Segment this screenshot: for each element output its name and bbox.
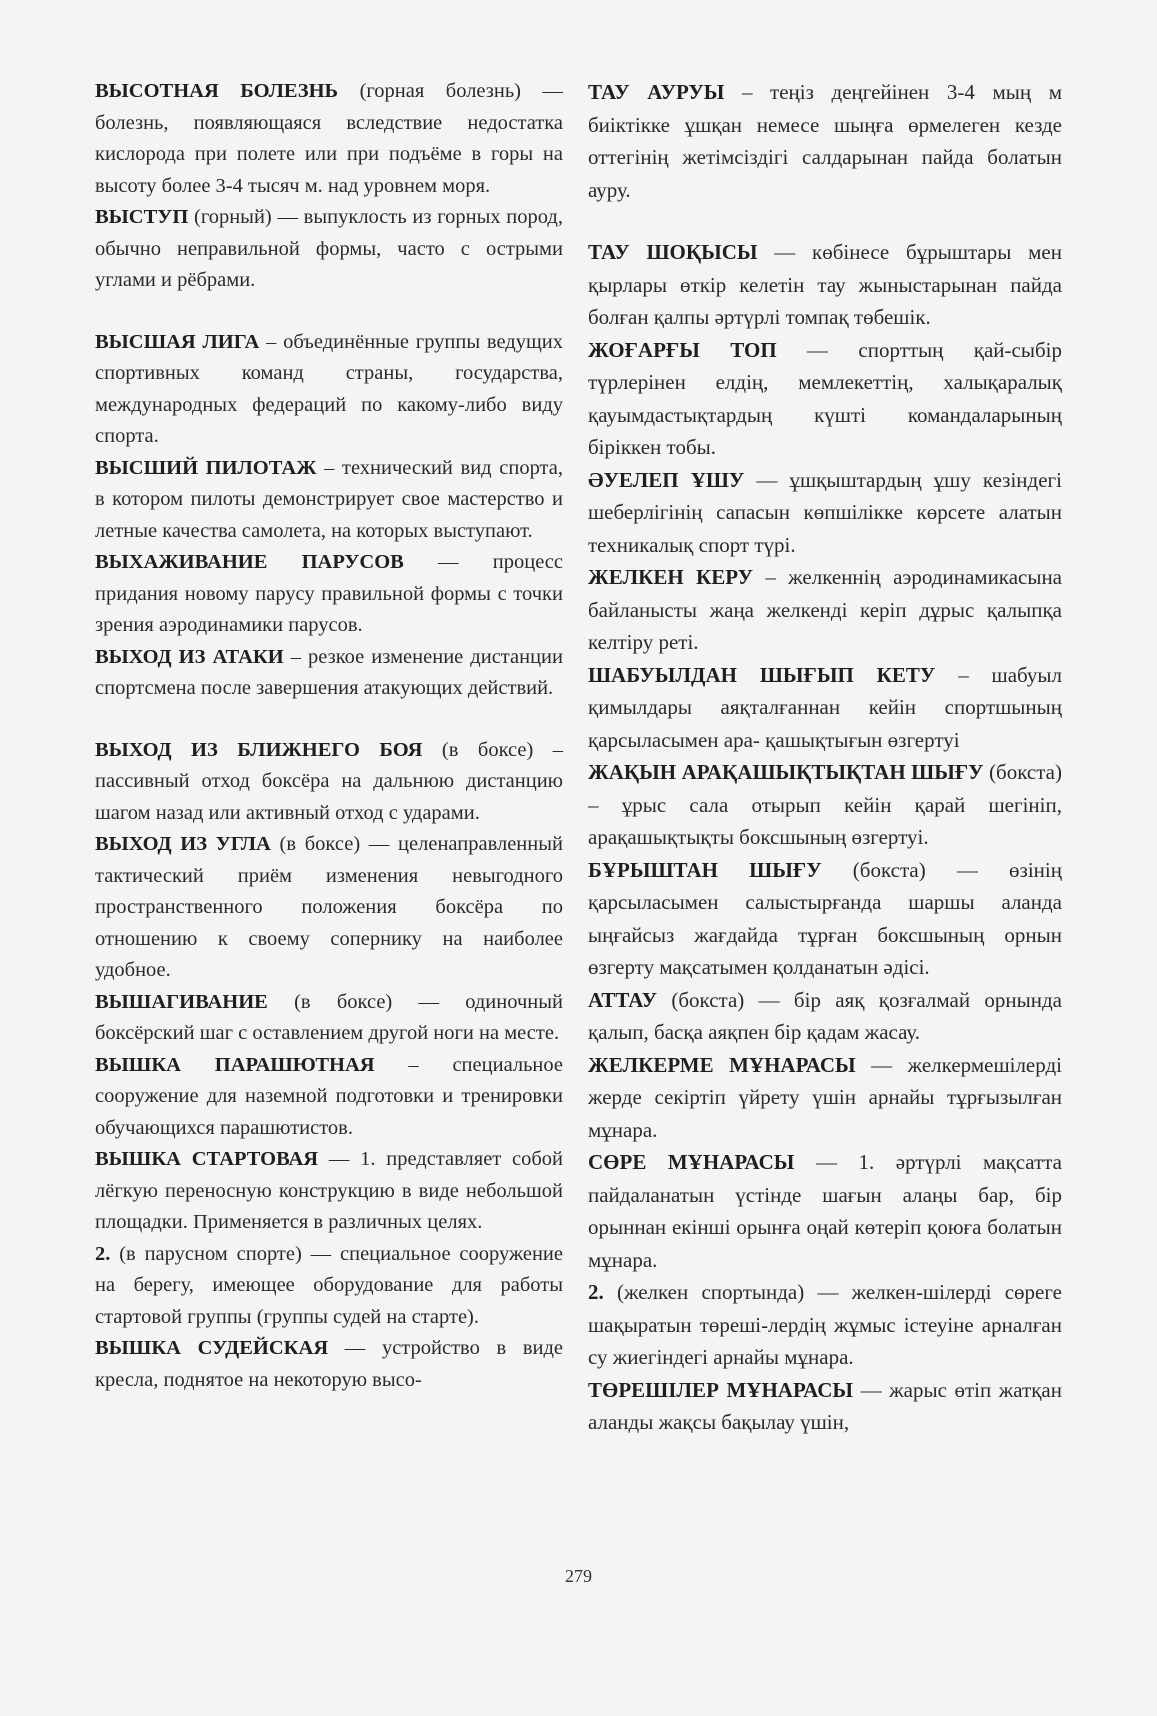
entry-shabuyldan-shygyp-ketu	[588, 659, 1062, 757]
entry-sore-munarasy-2	[588, 1276, 1062, 1374]
entry-term: ВЫШКА СУДЕЙСКАЯ	[95, 1337, 329, 1359]
entry-definition: (горная болезнь) — болезнь, появляющаяся вследствие недостатка кислорода при полете или при подъёме в горы на высоту более 3-4 тысяч м. над уровнем моря.	[95, 80, 563, 197]
entry-term: ЖЕЛКЕН КЕРУ	[588, 565, 753, 589]
entry-definition: — 1. әртүрлі мақсатта пайдаланатын үстінде шағын алаңы бар, бір орыннан екінші орынға оңай көтеріп қоюға болатын мұнара.	[588, 1150, 1062, 1272]
page-number: 279	[565, 1566, 592, 1586]
entry-term: ВЫХОД ИЗ БЛИЖНЕГО БОЯ	[95, 738, 423, 761]
entry-definition: – объединённые группы ведущих спортивных команд страны, государства, международных федераций по какому-либо виду спорта.	[95, 330, 563, 447]
entry-vyshagivanie	[95, 987, 563, 1050]
entry-vysshiy-pilotazh	[95, 453, 563, 548]
entry-definition: — жарыс өтіп жатқан аланды жақсы бақылау үшін,	[588, 1377, 1062, 1434]
entry-term: 2.	[588, 1280, 604, 1304]
entry-definition: – резкое изменение дистанции спортсмена после завершения атакующих действий.	[95, 645, 563, 699]
entry-definition: (бокста) — өзінің қарсыласымен салыстырғанда шаршы аланда ыңғайсыз жағдайда тұрған боксшының орнын өзгерту мақсатымен қолданатын әдісі.	[588, 857, 1062, 979]
entry-vysshaya-liga	[95, 327, 563, 453]
entry-vyshka-startovaya-2	[95, 1239, 563, 1334]
entry-toreshiler-munarasy	[588, 1374, 1062, 1439]
entry-definition: (в боксе) – пассивный отход боксёра на дальнюю дистанцию шагом назад или активный отход с ударами.	[95, 738, 563, 824]
entry-definition: — көбінесе бұрыштары мен қырлары өткір келетін тау жыныстарынан пайда болған қалпы әртүрлі томпақ төбешік.	[588, 240, 1062, 329]
entry-vyshka-sudeyskaya	[95, 1333, 563, 1396]
entry-term: ТАУ ШОҚЫСЫ	[588, 240, 758, 264]
entry-vysotnaya-bolezn	[95, 76, 563, 202]
entry-term: 2.	[95, 1242, 111, 1265]
entry-definition: (бокста) – ұрыс сала отырып кейін қарай шегініп, арақашықтықты боксшының өзгертуі.	[588, 760, 1062, 849]
entry-term: ВЫШКА ПАРАШЮТНАЯ	[95, 1053, 375, 1076]
entry-definition: – теңіз деңгейінен 3-4 мың м биіктікке ұшқан немесе шыңға өрмелеген кезде оттегінің жетімсіздігі салдарынан пайда болатын ауру.	[588, 80, 1062, 202]
entry-vystup	[95, 202, 563, 297]
entry-definition: (в боксе) — целенаправленный тактический приём изменения невыгодного пространственного положения боксёра по отношению к своему сопернику на наиболее удобное.	[95, 833, 563, 981]
entry-term: ЖЕЛКЕРМЕ МҰНАРАСЫ	[588, 1052, 856, 1077]
entry-term: БҰРЫШТАН ШЫҒУ	[588, 857, 822, 882]
entry-term: ВЫСТУП	[95, 206, 189, 228]
entry-term: ВЫХАЖИВАНИЕ ПАРУСОВ	[95, 551, 404, 573]
entry-term: СӨРЕ МҰНАРАСЫ	[588, 1150, 795, 1174]
entry-definition: (в боксе) — одиночный боксёрский шаг с оставлением другой ноги на месте.	[95, 990, 563, 1044]
entry-definition: (желкен спортында) — желкен-шілерді сөреге шақыратын төреші-лердің жұмыс істеуіне арналған су жиегіндегі арнайы мұнара.	[588, 1280, 1062, 1369]
entry-tau-shokysy	[588, 236, 1062, 334]
entry-term: ТӨРЕШІЛЕР МҰНАРАСЫ	[588, 1377, 853, 1402]
entry-vykhod-iz-ugla	[95, 829, 563, 987]
entry-vykhod-iz-ataki	[95, 642, 563, 705]
entry-vyshka-startovaya	[95, 1144, 563, 1239]
entry-term: ВЫСШАЯ ЛИГА	[95, 330, 260, 353]
entry-tau-auruy	[588, 76, 1062, 206]
entry-vykhod-iz-blizhnego-boya	[95, 735, 563, 830]
entry-vykhazhivanie-parusov	[95, 547, 563, 642]
entry-definition: – шабуыл қимылдары аяқталғаннан кейін спортшының қарсыласымен ара- қашықтығын өзгертуі	[588, 662, 1062, 752]
entry-sore-munarasy	[588, 1146, 1062, 1276]
entry-definition: — желкермешілерді жерде секіртіп үйрету үшін арнайы тұрғызылған мұнара.	[588, 1052, 1062, 1142]
entry-term: ТАУ АУРУЫ	[588, 80, 725, 104]
entry-vyshka-parashyutnaya	[95, 1050, 563, 1145]
entry-term: ВЫШКА СТАРТОВАЯ	[95, 1148, 319, 1170]
entry-definition: — процесс придания новому парусу правильной формы с точки зрения аэродинамики парусов.	[95, 551, 564, 636]
entry-term: АТТАУ	[588, 987, 658, 1012]
entry-definition: — 1. представляет собой лёгкую переносную конструкцию в виде небольшой площадки. Применяется в различных целях.	[95, 1148, 563, 1233]
entry-definition: – технический вид спорта, в котором пилоты демонстрирует свое мастерство и летные качества самолета, на которых выступают.	[95, 456, 563, 542]
entry-definition: – специальное сооружение для наземной подготовки и тренировки обучающихся парашютистов.	[95, 1053, 564, 1139]
entry-term: ЖОҒАРҒЫ ТОП	[588, 337, 777, 362]
entry-zhelkerme-munarasy	[588, 1049, 1062, 1147]
entry-term: ВЫХОД ИЗ УГЛА	[95, 833, 271, 855]
entry-definition: (бокста) — бір аяқ қозғалмай орнында қалып, басқа аяқпен бір қадам жасау.	[588, 987, 1062, 1044]
entry-term: ВЫШАГИВАНИЕ	[95, 990, 268, 1013]
entry-zhakyn-arakashyktyktan-shygu	[588, 756, 1062, 854]
entry-attau	[588, 984, 1062, 1049]
left-column	[95, 76, 563, 1396]
entry-definition: — ұшқыштардың ұшу кезіндегі шеберлігінің сапасын көпшілікке көрсете алатын техникалық спорт түрі.	[588, 467, 1062, 557]
right-column	[588, 76, 1062, 1439]
entry-zhelken-keru	[588, 561, 1062, 659]
entry-definition: — спорттың қай-сыбір түрлерінен елдің, мемлекеттің, халықаралық қауымдастықтардың күшті командаларының біріккен тобы.	[588, 337, 1062, 459]
entry-buryshtan-shygu	[588, 854, 1062, 984]
entry-auelep-ushu	[588, 464, 1062, 562]
entry-term: ВЫСОТНАЯ БОЛЕЗНЬ	[95, 80, 339, 102]
entry-definition: — устройство в виде кресла, поднятое на некоторую высо-	[95, 1337, 564, 1391]
entry-term: ЖАҚЫН АРАҚАШЫҚТЫҚТАН ШЫҒУ	[588, 760, 984, 784]
entry-term: ШАБУЫЛДАН ШЫҒЫП КЕТУ	[588, 662, 936, 687]
entry-term: ӘУЕЛЕП ҰШУ	[588, 467, 745, 492]
entry-definition: – желкеннің аэродинамикасына байланысты жаңа желкенді керіп дұрыс қалыпқа келтіру реті.	[588, 565, 1062, 654]
entry-term: ВЫСШИЙ ПИЛОТАЖ	[95, 456, 317, 479]
entry-zhogargy-top	[588, 334, 1062, 464]
entry-definition: (в парусном спорте) — специальное сооружение на берегу, имеющее оборудование для работы стартовой группы (группы судей на старте).	[95, 1242, 563, 1328]
entry-definition: (горный) — выпуклость из горных пород, обычно неправильной формы, часто с острыми углами и рёбрами.	[95, 206, 563, 291]
entry-term: ВЫХОД ИЗ АТАКИ	[95, 645, 284, 668]
